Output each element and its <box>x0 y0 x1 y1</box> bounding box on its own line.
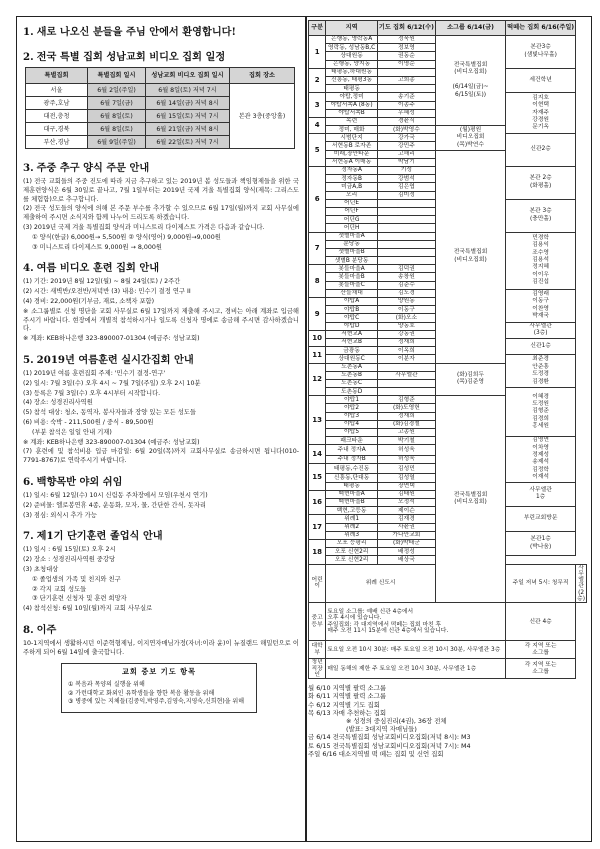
table-cell: 6월 22일(토) 저녁 7시 <box>146 136 230 149</box>
section-7-line: (3) 초청대상 <box>23 565 59 573</box>
prayer-box-title: 교회 중보 기도 항목 <box>121 667 197 677</box>
lords-table-cell: 사무엘관 1층 <box>506 482 576 507</box>
section-7-line: ③ 단기훈련 신청자 및 훈련 희망자 <box>32 595 127 603</box>
region-cell: 서현동B 로자존 <box>326 142 378 150</box>
region-cell: 미래,장안타운 <box>326 150 378 158</box>
prayer-meeting-cell: 김은엽 <box>377 183 435 191</box>
prayer-meeting-cell <box>377 216 435 224</box>
prayer-items-box <box>61 663 257 712</box>
section-4-line: (2) 시간: 새벽반/오전반/저녁반 (3) 내용: 민수기 결정 연구 II <box>23 288 191 296</box>
table-cell: 6월 8일(토) <box>88 110 146 123</box>
weekly-schedule-item: (발표: 3대지역 자매님들) <box>346 725 417 734</box>
prayer-meeting-cell: (화)도영헌 <box>377 404 435 412</box>
region-cell: 야탑서쪽B <box>326 109 378 117</box>
prayer-meeting-cell <box>377 232 435 240</box>
prayer-meeting-cell: 배정성 <box>377 548 435 556</box>
region-cell: 야탑,정미 <box>326 93 378 101</box>
lords-table-cell: 사무엘관 (3층) <box>506 322 576 338</box>
extra-info: 매일 동해의 제한 주 토요일 오전 10시 30분, 사무엘관 1층 <box>326 659 506 679</box>
section-7-line: ② 각지 교회 성도들 <box>32 585 87 593</box>
region-cell: 야탑D <box>326 322 378 330</box>
small-group-cell: (화)김희두 (목)김준영 <box>435 363 505 396</box>
region-cell: 봇들마을C <box>326 281 378 289</box>
prayer-meeting-cell: 이명순 <box>377 60 435 68</box>
prayer-meeting-cell <box>377 379 435 387</box>
prayer-meeting-cell: 강범석 <box>377 175 435 183</box>
region-cell: 분당동 <box>326 240 378 248</box>
prayer-meeting-cell: (화)오소 <box>377 314 435 322</box>
section-6-line: (3) 점심: 외식시 추가 가능 <box>23 511 97 519</box>
table-header: 성남교회 비디오 집회 일시 <box>146 68 230 84</box>
prayer-meeting-cell: 허성욱 <box>377 455 435 463</box>
weekly-schedule-item: ※ 성경의 중심진리(4권), 36장 전체 <box>346 716 447 725</box>
region-cell: 상대원동C <box>326 355 378 363</box>
week-number: 10 <box>309 330 326 346</box>
section-6-line: (2) 준비물: 엘로봉연휴 4종, 운동화, 모자, 물, 간단한 간식, 돗자리 <box>23 501 206 509</box>
prayer-meeting-cell: 오정석 <box>377 499 435 507</box>
section-6-line: (1) 일시: 6월 12일(수) 10시 신림동 주차장에서 모임(우천시 연기) <box>23 491 208 499</box>
table-cell: 광주,호남 <box>26 97 88 110</box>
prayer-meeting-cell: 이종주 <box>377 101 435 109</box>
small-group-cell: (월)평원 비디오집회 (목)박연수 <box>435 126 505 151</box>
section-5-line: (7) 훈련에 및 참석비용 입금 마감일: 6월 20일(목)까지 교회사무실로 송금하시면 됩니다(010-7791-8767)로 연락주시기 바랍니다. <box>23 448 299 465</box>
lords-table-cell: 신관1층 <box>506 338 576 354</box>
small-group-cell: 전국특별집회 (비디오집회) <box>435 150 505 363</box>
prayer-meeting-cell: 김미정 <box>377 191 435 199</box>
week-number: 15 <box>309 464 326 491</box>
region-cell: 시범단지 <box>326 134 378 142</box>
left-column <box>23 26 299 713</box>
region-cell: 상대원동 <box>326 52 378 60</box>
region-cell: 오포 신현2리 <box>326 548 378 556</box>
prayer-meeting-cell <box>377 248 435 256</box>
week-number: 4 <box>309 117 326 133</box>
prayer-meeting-cell: 정보영 <box>377 44 435 52</box>
prayer-meeting-cell: 사무엘관 <box>377 371 435 379</box>
region-cell: 정자동A <box>326 167 378 175</box>
section-8-line: 10-1지역에서 생활하시던 이준혁형제님, 이지연자매님가정(자녀:이라 윤)이 뉴질랜드 해밀턴으로 이주하게 되어 6월 14일에 출국합니다. <box>23 639 299 656</box>
prayer-meeting-cell: 강가국 <box>377 134 435 142</box>
section-5-line: (4) 장소: 성경진리사역원 <box>23 399 93 407</box>
section-7-line: ① 졸업생의 가족 및 친지와 친구 <box>32 575 121 583</box>
table-cell: 6월 9일(주일) <box>88 136 146 149</box>
prayer-item: ③ 병중에 있는 지체들(김중익,박영주,김영숙,지영숙,신희현)을 위해 <box>68 698 245 706</box>
table-header: 소그룹 6/14(금) <box>435 21 505 36</box>
region-cell: 서현동A 이매동 <box>326 158 378 166</box>
table-header: 특별집회 일시 <box>88 68 146 84</box>
region-cell: 도촌동A <box>326 363 378 371</box>
table-header: 기도 집회 6/12(수) <box>377 21 435 36</box>
table-cell: 대구,경북 <box>26 123 88 136</box>
weekly-meeting-table <box>308 20 587 679</box>
table-cell: 6월 21일(금) 저녁 8시 <box>146 123 230 136</box>
prayer-meeting-cell: 정욱원 <box>377 36 435 44</box>
region-cell: 야탑B <box>326 306 378 314</box>
region-cell: 도촌동C <box>326 379 378 387</box>
prayer-meeting-cell: 우혜성 <box>377 109 435 117</box>
region-cell: 샛별B 분당동 <box>326 257 378 265</box>
extra-info: 주일 저녁 5시: 청무직 <box>506 564 576 603</box>
week-number: 11 <box>309 347 326 363</box>
lords-table-cell: 김지호 이현택 자재주 강경원 문기옥 <box>506 93 576 134</box>
prayer-meeting-cell: (화)박영수 <box>377 126 435 134</box>
lords-table-cell: 이혜경 도정원 김형준 김경희 홍세원 <box>506 388 576 437</box>
week-number: 14 <box>309 445 326 464</box>
section-4-line: (1) 기간: 2019년 8월 12일(월) ~ 8월 24일(토) / 2주간 <box>23 278 181 286</box>
lords-table-cell: 부린교회방문 <box>506 507 576 532</box>
prayer-meeting-cell: 강민주 <box>377 142 435 150</box>
region-cell: 샛별마을B <box>326 248 378 256</box>
weekly-schedule-item: 금 6/14 전국특별집회 성남교회비디오집회(저녁 8시): M3 <box>308 733 471 742</box>
extra-label: 청년 직장인 <box>309 659 326 679</box>
section-5-line: (6) 비용: 숙박 - 211,500원 / 중식 - 89,500원 <box>23 418 154 426</box>
region-cell: 야탑3 <box>326 412 378 420</box>
weekly-schedule-item: 토 6/15 전국특별집회 성남교회비디오집회(저녁 7시): M4 <box>308 741 471 750</box>
prayer-meeting-cell: 김태원 <box>377 490 435 498</box>
region-cell: 도촌동B <box>326 371 378 379</box>
section-7-line: (4) 참석신청: 6월 10일(월)까지 교회 사무실로 <box>23 605 153 613</box>
section-6-title: 6. 백향목반 야외 쉬임 <box>23 475 123 488</box>
region-cell: 정미, 매화 <box>326 126 378 134</box>
prayer-meeting-cell: 김덕권 <box>377 265 435 273</box>
week-number: 12 <box>309 363 326 396</box>
prayer-meeting-cell <box>377 85 435 93</box>
lords-table-cell: 신관2층 <box>506 134 576 167</box>
region-cell: 금광동 <box>326 347 378 355</box>
prayer-meeting-cell: 가나안교회 <box>377 531 435 539</box>
prayer-meeting-cell <box>377 257 435 265</box>
section-5-line: (2) 일시: 7월 3일(수) 오후 4시 ~ 7월 7일(주일) 오후 2시 10분 <box>23 379 201 387</box>
extra-place: 사무엘관 (2층) <box>577 564 586 602</box>
region-cell: 은행동, 영락동A <box>326 36 378 44</box>
prayer-meeting-cell: 제이슨 <box>377 507 435 515</box>
table-cell: 6월 7일(금) <box>88 97 146 110</box>
week-number: 8 <box>309 265 326 298</box>
section-5-line: (1) 2019년 여름 훈련집회 주제: '민수기 결정-연구' <box>23 369 166 377</box>
prayer-meeting-cell: 양동호 <box>377 322 435 330</box>
prayer-meeting-cell: 경윤식 <box>377 117 435 125</box>
section-4-title: 4. 여름 비디오 훈련 집회 안내 <box>23 262 160 275</box>
region-cell: 위례1 <box>326 515 378 523</box>
table-cell: 6월 14일(금) 저녁 8시 <box>146 97 230 110</box>
prayer-meeting-cell: 권동순 <box>377 52 435 60</box>
bank-account-note: ※ 계좌: KEB하나은행 323-890007-01304 (예금주: 성남교회) <box>23 335 200 343</box>
region-cell: 샛별마을A <box>326 232 378 240</box>
table-cell: 부산,경남 <box>26 136 88 149</box>
weekly-schedule-item: 주일 6/16 대소지역별 떡 떼는 집회 및 신언 집회 <box>308 749 444 758</box>
region-cell: 백현마을A <box>326 490 378 498</box>
region-cell: 어딘F <box>326 207 378 215</box>
region-cell: 야탑4 <box>326 420 378 428</box>
prayer-meeting-cell: 정재희 <box>377 338 435 346</box>
region-cell: 오포 능평리 <box>326 539 378 547</box>
extra-place: 신관 4층 <box>506 603 576 641</box>
extra-label: 중고등부 <box>309 603 326 641</box>
table-cell: 6월 8일(토) 저녁 7시 <box>146 84 230 97</box>
prayer-meeting-cell: 김재경 <box>377 515 435 523</box>
table-cell: 6월 8일(토) <box>88 123 146 136</box>
prayer-meeting-cell: 이옥희 <box>377 347 435 355</box>
section-3-paragraph: (1) 전국 교회들의 주중 진도에 따라 지금 추구하고 있는 2019년 봄 성도들과 책임형제들을 위한 국제훈련양식은 6월 30일로 끝나고, 7월 1일부터는 2019년 국제 겨울 특별집회 양식(제목: 그리스도를 체험함)으로 추구합니다. <box>23 178 299 203</box>
week-number: 3 <box>309 93 326 118</box>
section-5-line: (부분 참석은 일일 안내 기재) <box>32 428 112 436</box>
region-cell: 야탑5 <box>326 429 378 437</box>
region-cell: 위례3 <box>326 531 378 539</box>
table-header: 지역 <box>326 21 378 36</box>
region-cell: 야탑A <box>326 298 378 306</box>
prayer-item: ① 복음과 목양의 실행을 위해 <box>68 681 145 689</box>
region-cell: 봇들마을A <box>326 265 378 273</box>
region-cell: 야탑서쪽A (8동) <box>326 101 378 109</box>
region-cell: 위례2 <box>326 523 378 531</box>
prayer-meeting-cell: 송창원 <box>377 273 435 281</box>
prayer-meeting-cell: 강동권 <box>377 330 435 338</box>
lords-table-cell: 김영래 이동구 이찬영 박재국 <box>506 289 576 322</box>
region-cell: 은행동, 양지동 <box>326 60 378 68</box>
prayer-meeting-cell <box>377 207 435 215</box>
region-cell: 서현교B <box>326 338 378 346</box>
lords-table-cell: 세건학년 <box>506 68 576 93</box>
table-header: 특별집회 <box>26 68 88 84</box>
extra-place: 각 지역 또는 소그룹 <box>506 659 576 679</box>
prayer-meeting-cell: 고희종 <box>377 76 435 84</box>
region-cell: 목련 <box>326 117 378 125</box>
table-cell: 6월 15일(토) 저녁 7시 <box>146 110 230 123</box>
prayer-meeting-cell: 이분자 <box>377 355 435 363</box>
small-group-cell: 전국특별집회 (비디오집회) (6/14일(금)~ 6/15일(토)) <box>435 36 505 126</box>
prayer-meeting-cell <box>377 363 435 371</box>
prayer-meeting-cell: 허성욱 <box>377 445 435 455</box>
week-number: 6 <box>309 167 326 233</box>
prayer-meeting-cell: 사윤권 <box>377 523 435 531</box>
region-cell: 야탑C <box>326 314 378 322</box>
section-4-line: (4) 경비: 22,000원(기부금, 재료, 소책자 포함) <box>23 297 155 305</box>
section-8-title: 8. 이주 <box>23 623 57 636</box>
region-cell: 태평동 <box>326 482 378 490</box>
region-cell: 패크타운 <box>326 437 378 445</box>
table-header: 집회 장소 <box>230 68 295 84</box>
section-7-title: 7. 제1기 단기훈련 졸업식 안내 <box>23 530 163 543</box>
special-meeting-schedule-table <box>25 67 295 149</box>
lords-table-cell: 최준경 안준흥 도정경 김경환 <box>506 355 576 388</box>
section-5-line: (3) 등록은 7월 3일(수) 오후 4시부터 시작합니다. <box>23 389 161 397</box>
section-3-title: 3. 주중 추구 양식 주문 안내 <box>23 162 150 174</box>
prayer-meeting-cell: 김형준 <box>377 396 435 404</box>
prayer-meeting-cell: 정재희 <box>377 412 435 420</box>
prayer-meeting-cell <box>377 224 435 232</box>
table-header: 구분 <box>309 21 326 36</box>
week-number: 5 <box>309 134 326 167</box>
extra-place: 각 지역 또는 소그룹 <box>506 641 576 659</box>
table-cell: 6월 2일(주일) <box>88 84 146 97</box>
prayer-meeting-cell: 김준수 <box>377 281 435 289</box>
extra-label: 어린이 <box>309 564 326 603</box>
region-cell: 신흥동,단대동 <box>326 474 378 482</box>
region-cell: 주내 정자B <box>326 455 378 463</box>
week-number: 18 <box>309 539 326 564</box>
region-cell: 야탑2 <box>326 404 378 412</box>
section-5-title: 5. 2019년 여름훈련 실시간집회 안내 <box>23 353 194 366</box>
prayer-meeting-cell: 송기준 <box>377 93 435 101</box>
table-header: 떡떼는 집회 6/16(주일) <box>506 21 576 36</box>
extra-label: 대학부 <box>309 641 326 659</box>
week-number: 2 <box>309 68 326 93</box>
region-cell: 오리 <box>326 191 378 199</box>
region-cell: 태평동,수진동 <box>326 464 378 474</box>
lords-table-cell: 본관3층 (샘빛나무홀) <box>506 36 576 69</box>
lords-table-cell: 김영연 이차영 정제성 송제석 김정학 이재석 <box>506 437 576 482</box>
prayer-meeting-cell: 양원동 <box>377 298 435 306</box>
bank-account-note: ※ 계좌: KEB하나은행 323-890007-01304 (예금주: 성남교회) <box>23 438 200 446</box>
price-line: ① 양식(한글) 6,000원→ 5,500원 ② 양식(영어) 9,000원→9,000원 <box>32 233 221 241</box>
section-4-note: ※ 소그룹별로 신청 명단을 교회 사무실로 6월 17일까지 제출해 주시고, 경비는 아래 계좌로 입금해 주시기 바랍니다. 현장에서 개별적 참석하시거나 일도록 신청자 명에로 송금해 주시면 감사하겠습니다. <box>23 307 299 333</box>
section-1-title: 1. 새로 나오신 분들을 주님 안에서 환영합니다! <box>23 26 236 38</box>
meeting-place: 본관 3층(중앙홀) <box>230 84 295 149</box>
small-group-cell: 전국특별집회 (비디오집회) <box>435 396 505 603</box>
section-7-line: (1) 일시 : 6월 15일(토) 오후 2시 <box>23 546 116 554</box>
region-cell: 주내 정자A <box>326 445 378 455</box>
prayer-meeting-cell: 김성민 <box>377 464 435 474</box>
prayer-meeting-cell: 박남기 <box>377 158 435 166</box>
lords-table-cell: 본관 3층 (충만홀) <box>506 199 576 232</box>
prayer-meeting-cell: 박기철 <box>377 437 435 445</box>
table-cell: 서울 <box>26 84 88 97</box>
right-column <box>308 20 590 758</box>
region-cell: 백현마을B <box>326 499 378 507</box>
region-cell: 영락동, 성남동B,C <box>326 44 378 52</box>
prayer-meeting-cell <box>377 388 435 396</box>
prayer-meeting-cell: 배상국 <box>377 556 435 564</box>
prayer-item: ② 가런대학교 화외인 유학생들을 향한 복음 활동을 위해 <box>68 689 215 697</box>
table-cell: 대전,충청 <box>26 110 88 123</box>
region-cell: 어딘E <box>326 199 378 207</box>
prayer-meeting-cell: 김도경 <box>377 289 435 297</box>
week-number: 9 <box>309 298 326 331</box>
region-cell: 봇들마을B <box>326 273 378 281</box>
prayer-meeting-cell: 김성열 <box>377 474 435 482</box>
region-cell: 태평동 <box>326 85 378 93</box>
region-cell: 어딘G <box>326 216 378 224</box>
weekly-schedule-item: 화 6/11 지역별 팔력 소그룹 <box>308 692 387 701</box>
prayer-meeting-cell: (화)김경철 <box>377 420 435 428</box>
region-cell: 서현교A <box>326 330 378 338</box>
lords-table-cell: 본관 2층 (화평홀) <box>506 167 576 200</box>
column-divider <box>305 16 307 842</box>
lords-table-cell: 민경학 김용익 조수영 김용석 정지혜 이이우 김진섭 <box>506 232 576 289</box>
prayer-meeting-cell <box>377 199 435 207</box>
prayer-meeting-cell <box>377 68 435 76</box>
extra-info: 토요일 소그룹: 예배 신관 4층에서 오후 4시에 있습니다. 주일집회: 각 대지역에서 떡떼는 집회 마친 후 매주 오전 11시 15분에 신관 4층에서 있습니다. <box>326 603 506 641</box>
weekly-schedule-item: 수 6/12 지역별 기도 집회 <box>308 700 380 709</box>
region-cell: 어딘H <box>326 224 378 232</box>
region-cell: 야탑1 <box>326 396 378 404</box>
weekly-schedule-list <box>308 684 590 758</box>
section-3-paragraph: (3) 2019년 국제 겨울 특별집회 양식과 미니스트리 다이제스트 가격은 다음과 같습니다. <box>23 223 265 231</box>
weekly-schedule-item: 목 6/13 자매 추천하는 집회 <box>308 708 387 717</box>
prayer-meeting-cell: 이동구 <box>377 306 435 314</box>
region-cell: 태평동,하대원동 <box>326 68 378 76</box>
section-3-paragraph: (2) 전국 성도들의 양식에 의해 본 주문 부수를 추가할 수 있으므로 6월 17일(월)까지 교회 사무실에 제출하여 주시면 소식지와 함께 나누어 드리도록 하겠습니다. <box>23 205 299 222</box>
extra-info: 위례 신도시 <box>326 564 436 603</box>
region-cell: 미금A,B <box>326 183 378 191</box>
region-cell: 정자동B <box>326 175 378 183</box>
prayer-meeting-cell: (화)박태군 <box>377 539 435 547</box>
region-cell: 백현,고등동 <box>326 507 378 515</box>
prayer-meeting-cell: 기성 <box>377 167 435 175</box>
week-number: 17 <box>309 515 326 540</box>
section-2-title: 2. 전국 특별 집회 성남교회 비디오 집회 일정 <box>23 51 226 63</box>
region-cell: 오포 신현2리 <box>326 556 378 564</box>
region-cell: 도촌동D <box>326 388 378 396</box>
prayer-meeting-cell: 장면택 <box>377 482 435 490</box>
section-5-line: (5) 참석 대상: 청소, 동역자, 봉사자들과 장양 있는 모든 성도들 <box>23 409 196 417</box>
section-7-line: (2) 장소 : 성경진리사역원 중강당 <box>23 556 116 564</box>
prayer-meeting-cell <box>377 240 435 248</box>
week-number: 7 <box>309 232 326 265</box>
week-number: 1 <box>309 36 326 69</box>
week-number: 13 <box>309 396 326 445</box>
week-number: 16 <box>309 490 326 515</box>
lords-table-cell: 본관1층 (박나움) <box>506 531 576 556</box>
region-cell: 신흥동, 태평3동 <box>326 76 378 84</box>
region-cell: 산들채대 <box>326 289 378 297</box>
prayer-meeting-cell: 고종원 <box>377 429 435 437</box>
weekly-schedule-item: 월 6/10 지역별 팔력 소그룹 <box>308 684 387 693</box>
price-line: ③ 미니스트리 다이제스트 9,000원 → 8,000원 <box>32 243 162 251</box>
extra-info: 토요일 오전 10시 30분: 매주 토요일 오전 10시 30분, 사무엘관 3층 <box>326 641 506 659</box>
prayer-meeting-cell: 고해리 <box>377 150 435 158</box>
